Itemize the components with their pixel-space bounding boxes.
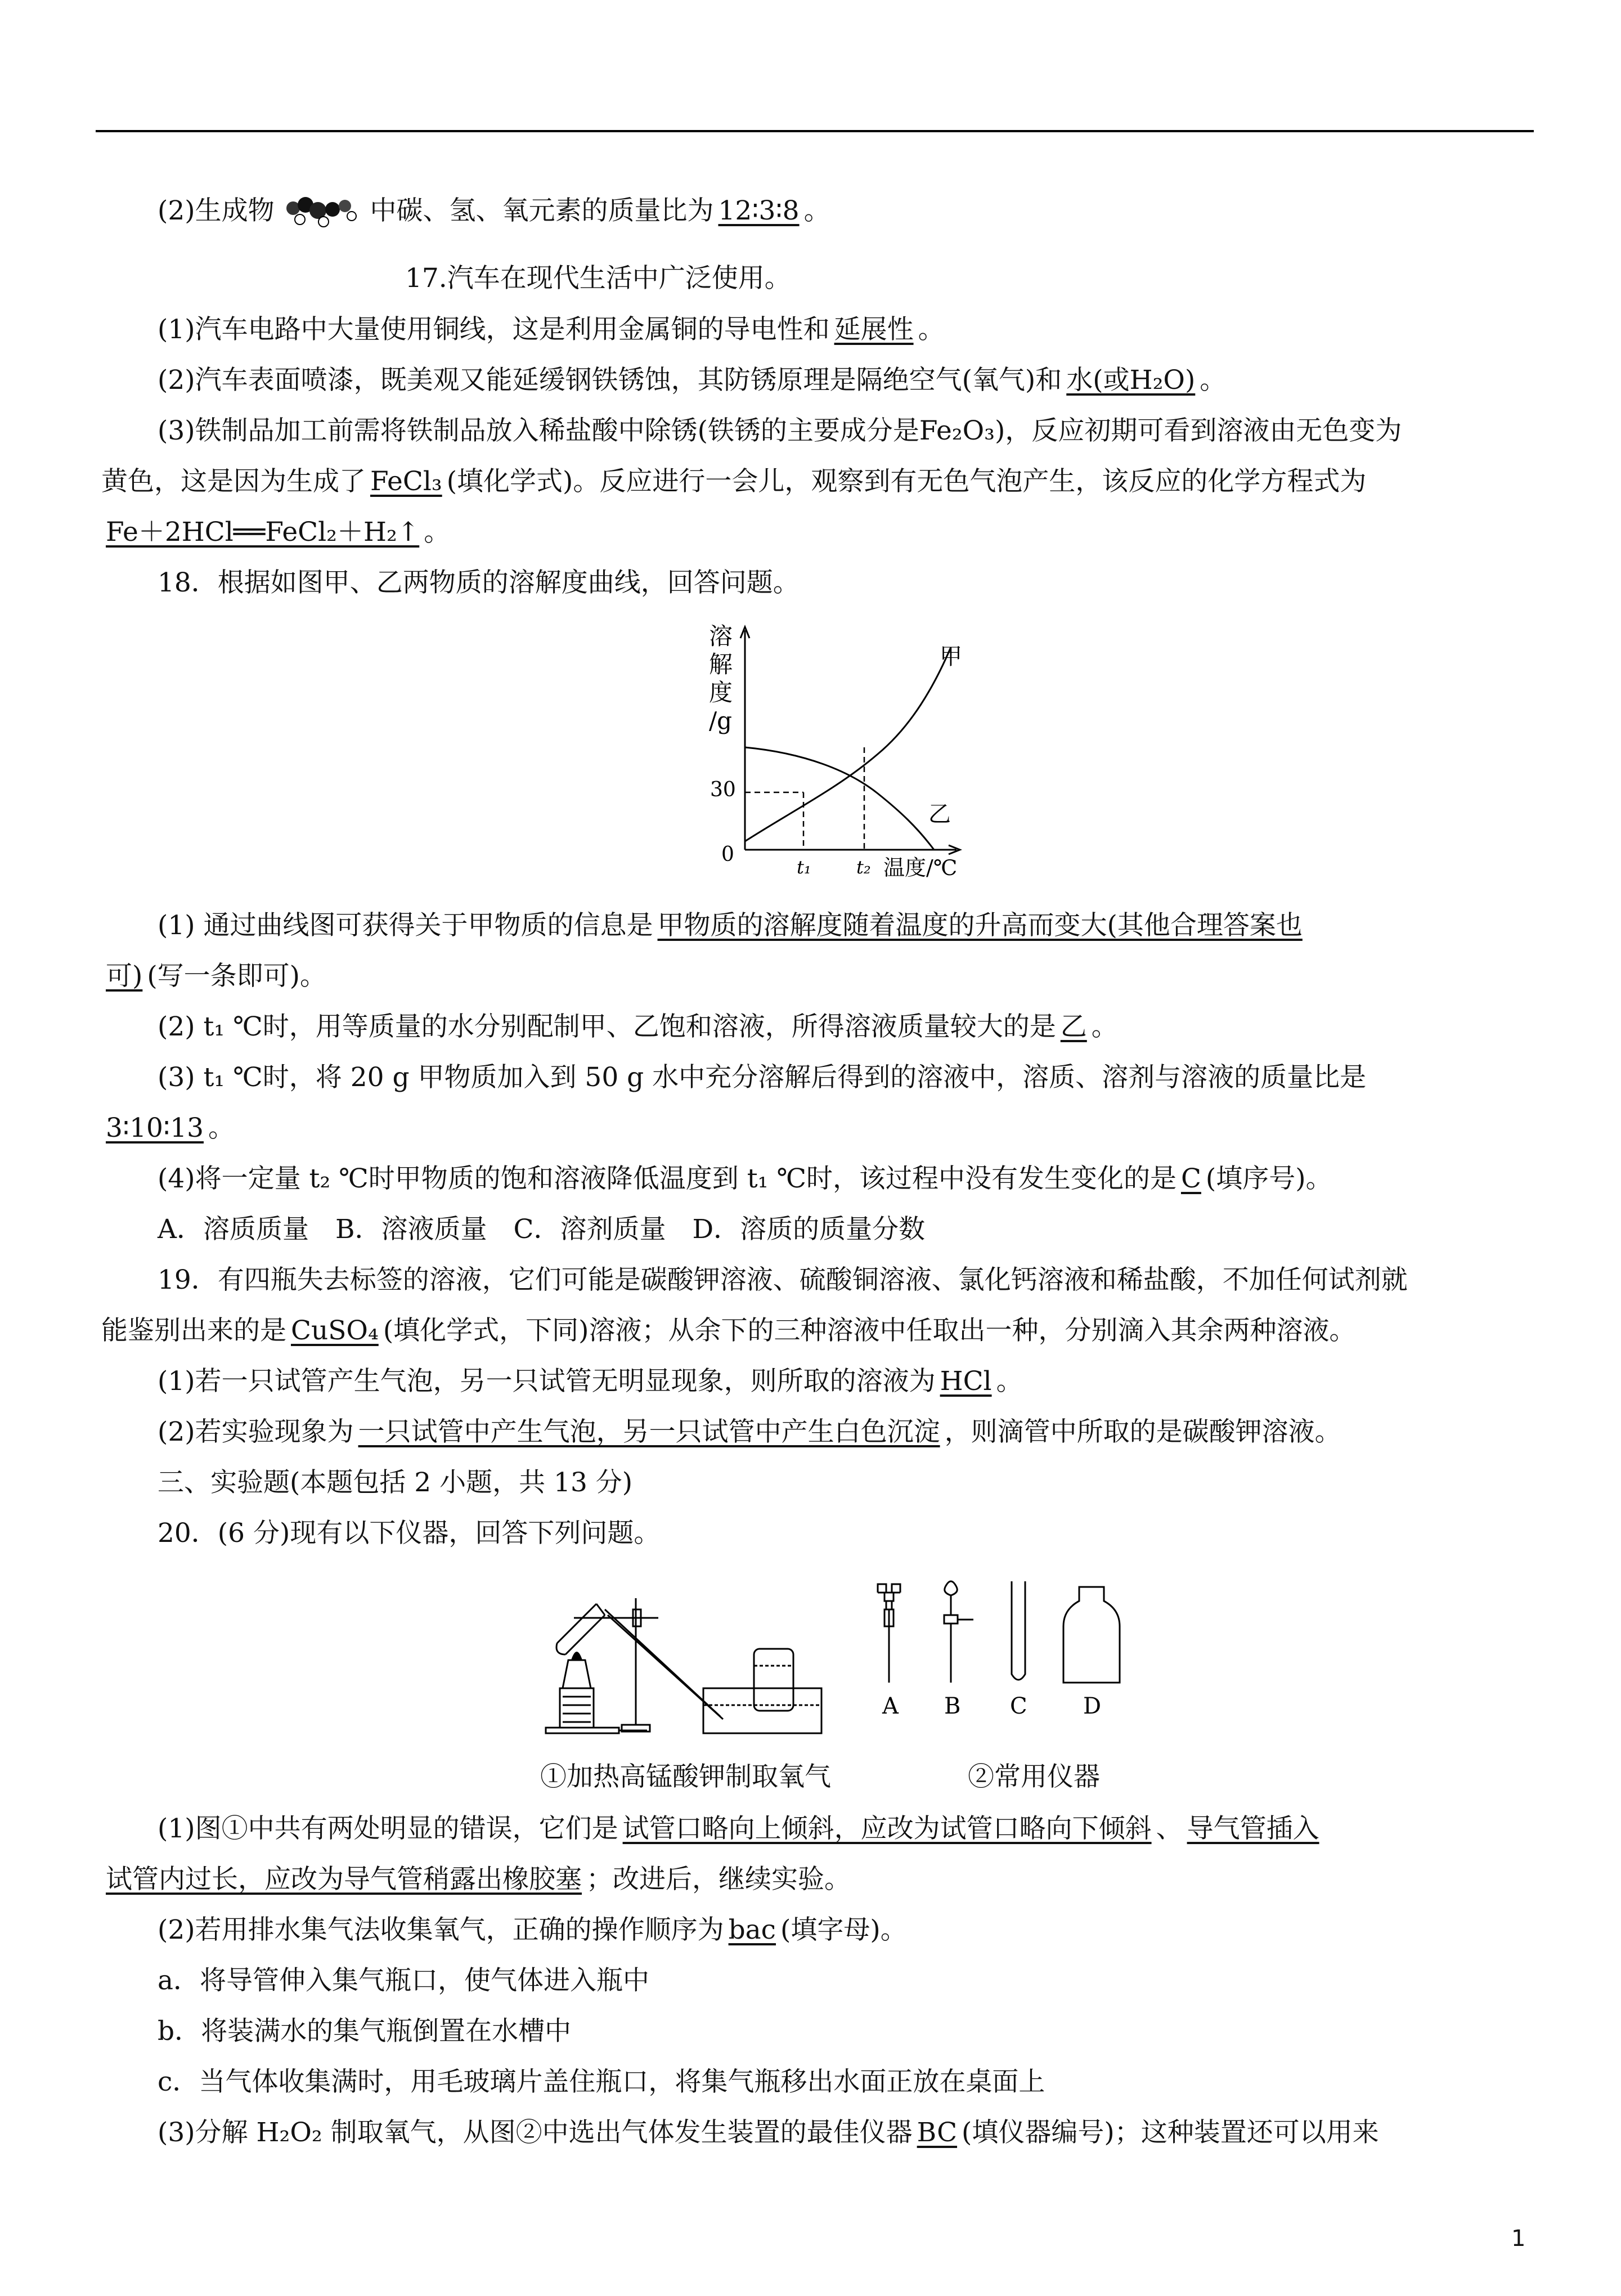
common-instruments-figure [861, 1576, 1176, 1722]
q17-2: (2)汽车表面喷漆，既美观又能延缓钢铁锈蚀，其防锈原理是隔绝空气(氧气)和 水(或H₂O) 。 [158, 365, 1227, 396]
answer-blank: FeCl₃ [370, 466, 442, 497]
answer-blank: 试管内过长，应改为导气管稍露出橡胶塞 [106, 1864, 582, 1895]
answer-blank: bac [728, 1914, 776, 1945]
q18-1: (1) 通过曲线图可获得关于甲物质的信息是 甲物质的溶解度随着温度的升高而变大(其他合理答案也 [158, 909, 1307, 943]
potassium-permanganate-apparatus-figure [535, 1576, 827, 1745]
q19: 19．有四瓶失去标签的溶液，它们可能是碳酸钾溶液、硫酸铜溶液、氯化钙溶液和稀盐酸，不加任何试剂就 [158, 1264, 1408, 1295]
q20-title: 20．(6 分)现有以下仪器，回答下列问题。 [158, 1518, 661, 1549]
answer-blank: 甲物质的溶解度随着温度的升高而变大(其他合理答案也 [657, 910, 1303, 941]
x-axis-label: 温度/℃ [883, 855, 958, 880]
chart-axes [740, 627, 960, 854]
q18-4: (4)将一定量 t₂ ℃时甲物质的饱和溶液降低温度到 t₁ ℃时，该过程中没有发生变化的是 C (填序号)。 [158, 1163, 1332, 1194]
q17-3-cont: 黄色，这是因为生成了 FeCl₃ (填化学式)。反应进行一会儿，观察到有无色气泡产生，该反应的化学方程式为 [101, 466, 1367, 497]
answer-blank: BC [917, 2117, 958, 2148]
q19-2: (2)若实验现象为 一只试管中产生气泡，另一只试管中产生白色沉淀 ，则滴管中所取的是碳酸钾溶液。 [158, 1416, 1341, 1447]
series-yi-line [745, 747, 934, 850]
answer-blank: 试管口略向上倾斜，应改为试管口略向下倾斜 [622, 1813, 1152, 1844]
y-axis-label-2: 解 [709, 651, 733, 678]
series-jia-line [745, 647, 951, 841]
q18-title: 18．根据如图甲、乙两物质的溶解度曲线，回答问题。 [158, 567, 800, 598]
q20-option-a: a．将导管伸入集气瓶口，使气体进入瓶中 [158, 1965, 650, 1996]
q18-3-cont: 3∶10∶13 。 [101, 1111, 235, 1145]
q18-3: (3) t₁ ℃时，将 20 g 甲物质加入到 50 g 水中充分溶解后得到的溶液中，溶质、溶剂与溶液的质量比是 [158, 1062, 1367, 1093]
q17-title: 17.汽车在现代生活中广泛使用。 [405, 263, 791, 294]
answer-blank: C [1180, 1163, 1201, 1194]
label-a: A [882, 1693, 899, 1719]
q20-option-b: b．将装满水的集气瓶倒置在水槽中 [158, 2016, 572, 2047]
answer-blank: Fe＋2HCl══FeCl₂＋H₂↑ [106, 517, 420, 548]
q20-2: (2)若用排水集气法收集氧气，正确的操作顺序为 bac (填字母)。 [158, 1914, 907, 1945]
q17-1: (1)汽车电路中大量使用铜线，这是利用金属铜的导电性和 延展性 。 [158, 314, 945, 345]
q19-1: (1)若一只试管产生气泡，另一只试管无明显现象，则所取的溶液为 HCl 。 [158, 1366, 1023, 1397]
q20-1-cont: 试管内过长，应改为导气管稍露出橡胶塞 ；改进后，继续实验。 [101, 1863, 851, 1896]
answer-blank: 水(或H₂O) [1066, 365, 1196, 396]
q20-3: (3)分解 H₂O₂ 制取氧气，从图②中选出气体发生装置的最佳仪器 BC (填仪器编号)；这种装置还可以用来 [158, 2117, 1379, 2148]
section-3-heading: 三、实验题(本题包括 2 小题，共 13 分) [158, 1467, 633, 1498]
q18-1-cont: 可) (写一条即可)。 [101, 959, 326, 993]
answer-blank: CuSO₄ [291, 1315, 379, 1346]
q16-2-line: (2)生成物 中碳、氢、氧元素的质量比为 12∶3∶8 。 [158, 194, 830, 228]
q20-1: (1)图①中共有两处明显的错误，它们是 试管口略向上倾斜，应改为试管口略向下倾斜 、 导气管插入 [158, 1812, 1324, 1846]
answer-blank: 12∶3∶8 [718, 195, 800, 226]
y-tick-30: 30 [710, 778, 736, 801]
solubility-chart [692, 613, 985, 895]
origin-label: 0 [721, 843, 734, 866]
label-c: C [1010, 1693, 1027, 1719]
q17-3-eq: Fe＋2HCl══FeCl₂＋H₂↑ 。 [101, 515, 450, 549]
figure-caption-1: ①加热高锰酸钾制取氧气 [540, 1761, 831, 1792]
x-tick-t2: t₂ [856, 856, 871, 878]
y-axis-label-3: 度 [709, 679, 733, 706]
q19-cont: 能鉴别出来的是 CuSO₄ (填化学式，下同)溶液；从余下的三种溶液中任取出一种，分别滴入其余两种溶液。 [101, 1315, 1356, 1346]
label-b: B [944, 1693, 961, 1719]
series-label-jia: 甲 [940, 644, 962, 670]
q17-3: (3)铁制品加工前需将铁制品放入稀盐酸中除锈(铁锈的主要成分是Fe₂O₃)，反应初期可看到溶液由无色变为 [158, 415, 1402, 446]
y-axis-label-4: /g [709, 707, 733, 734]
y-axis-label-1: 溶 [709, 622, 733, 650]
q20-option-c: c．当气体收集满时，用毛玻璃片盖住瓶口，将集气瓶移出水面正放在桌面上 [158, 2066, 1045, 2097]
guide-lines [745, 747, 864, 850]
page-number: 1 [1511, 2226, 1526, 2252]
answer-blank: HCl [940, 1366, 992, 1397]
answer-blank: 乙 [1060, 1011, 1087, 1042]
answer-blank: 导气管插入 [1187, 1813, 1319, 1844]
instrument-a-icon [878, 1584, 900, 1683]
instrument-c-icon [1012, 1581, 1025, 1680]
instrument-d-icon [1063, 1587, 1120, 1683]
x-tick-t1: t₁ [797, 856, 811, 878]
answer-blank: 3∶10∶13 [106, 1113, 204, 1143]
q18-2: (2) t₁ ℃时，用等质量的水分别配制甲、乙饱和溶液，所得溶液质量较大的是 乙 。 [158, 1011, 1118, 1042]
q18-options: A．溶质质量 B．溶液质量 C．溶剂质量 D．溶质的质量分数 [158, 1214, 926, 1245]
ethanol-molecule-icon [283, 197, 362, 228]
instrument-b-icon [944, 1581, 973, 1683]
answer-blank: 延展性 [834, 314, 914, 345]
answer-blank: 可) [106, 961, 143, 992]
figure-caption-2: ②常用仪器 [968, 1761, 1100, 1792]
answer-blank: 一只试管中产生气泡，另一只试管中产生白色沉淀 [358, 1416, 940, 1447]
series-label-yi: 乙 [928, 801, 951, 827]
header-rule [96, 130, 1534, 132]
label-d: D [1083, 1693, 1102, 1719]
